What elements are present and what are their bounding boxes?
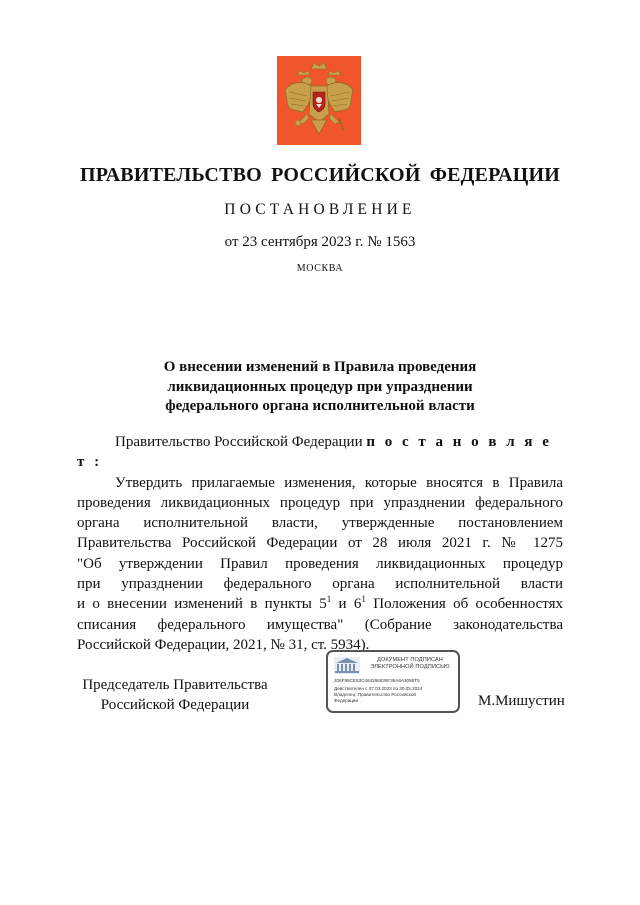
document-body <box>77 432 563 655</box>
subject-line: О внесении изменений в Правила проведения <box>163 359 477 375</box>
body-line: органа исполнительной власти, утвержденные постановлением <box>77 515 563 532</box>
body-line: проведения ликвидационных процедур при упразднении федерального <box>77 494 563 511</box>
points-text-pre: и о внесении изменений в пункты 5 <box>77 596 327 613</box>
subject-line: федерального органа исполнительной власти <box>165 398 475 414</box>
document-date-number: от 23 сентября 2023 г. № 1563 <box>224 234 416 250</box>
stamp-title-line: ЭЛЕКТРОННОЙ ПОДПИСЬЮ <box>370 664 450 670</box>
stamp-title-line: ДОКУМЕНТ ПОДПИСАН <box>377 657 443 663</box>
body-line: Правительства Российской Федерации от 28 июля 2021 г. № 1275 <box>77 535 563 552</box>
signer-position <box>70 675 280 715</box>
document-city: МОСКВА <box>296 263 344 274</box>
resolution-intro <box>77 432 563 473</box>
document-subject <box>0 358 640 417</box>
subject-line: ликвидационных процедур при упразднении <box>167 378 473 395</box>
signer-position-line: Российской Федерации <box>100 697 250 713</box>
body-line: при упразднении федерального органа исполнительной власти <box>77 576 563 593</box>
body-line-points <box>77 594 563 614</box>
signer-name: М.Мишустин <box>478 693 565 709</box>
electronic-signature-stamp <box>326 650 460 713</box>
stamp-validity: Действителен с 07.03.2023 по 30.05.2024 <box>334 686 423 691</box>
superscript: 1 <box>361 594 366 605</box>
stamp-certificate: 206F99CE53C464286636F39A8A3086T5 <box>334 678 420 683</box>
coat-of-arms-emblem <box>277 56 361 145</box>
body-line: списания федерального имущества" (Собрание законодательства <box>77 616 563 633</box>
resolves-word: п о с т а н о в л я е т : <box>77 434 552 471</box>
body-line: Утвердить прилагаемые изменения, которые вносятся в Правила <box>115 474 563 491</box>
points-text-post: Положения об особенностях <box>365 596 563 613</box>
body-line: Российской Федерации, 2021, № 31, ст. 5934). <box>77 636 370 653</box>
points-text-mid: и 6 <box>331 596 362 613</box>
signer-position-line: Председатель Правительства <box>82 677 268 693</box>
superscript: 1 <box>326 594 332 605</box>
stamp-title <box>362 657 458 671</box>
intro-text: Правительство Российской Федерации <box>115 434 367 450</box>
government-title: ПРАВИТЕЛЬСТВО РОССИЙСКОЙ ФЕДЕРАЦИИ <box>80 164 560 186</box>
stamp-owner: Федерации <box>334 697 359 703</box>
body-line: "Об утверждении Правил проведения ликвидационных процедур <box>77 555 563 572</box>
government-building-icon <box>334 657 360 679</box>
stamp-owner: Владелец: Правительство Российской <box>334 692 416 697</box>
document-type: ПОСТАНОВЛЕНИЕ <box>224 201 416 218</box>
